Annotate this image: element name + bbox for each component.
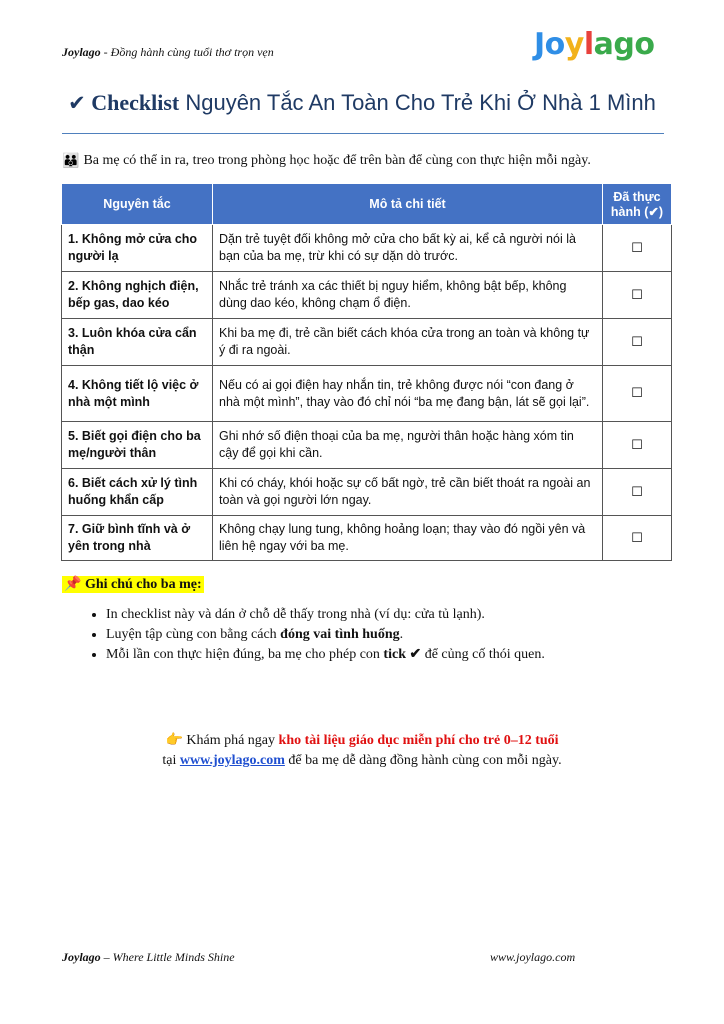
checkbox[interactable]: ☐ — [603, 422, 672, 469]
promo-line2-post: để ba mẹ dễ dàng đồng hành cùng con mỗi ngày. — [284, 753, 562, 768]
family-icon: 👪 — [62, 153, 80, 169]
checkbox[interactable]: ☐ — [603, 469, 672, 516]
logo-part-4: ago — [593, 26, 655, 62]
table-row — [62, 422, 672, 469]
promo-block — [0, 730, 724, 771]
joylago-logo — [534, 26, 654, 62]
rule-cell: 1. Không mở cửa cho người lạ — [62, 225, 213, 272]
description-cell: Khi có cháy, khói hoặc sự cố bất ngờ, trẻ cần biết thoát ra ngoài an toàn và gọi người lớn ngay. — [213, 469, 603, 516]
header-rule: Nguyên tắc — [62, 184, 213, 225]
description-cell: Ghi nhớ số điện thoại của ba mẹ, người thân hoặc hàng xóm tin cậy để gọi khi cần. — [213, 422, 603, 469]
list-item — [106, 625, 545, 645]
list-item — [106, 605, 545, 625]
title-bold: Checklist — [91, 90, 180, 115]
table-row — [62, 469, 672, 516]
title-rest: Nguyên Tắc An Toàn Cho Trẻ Khi Ở Nhà 1 Mình — [179, 90, 656, 115]
header-tagline — [62, 45, 274, 60]
table-row — [62, 225, 672, 272]
checkbox[interactable]: ☐ — [603, 319, 672, 366]
logo-part-2: y — [564, 26, 584, 62]
notes-heading-text: Ghi chú cho ba mẹ: — [84, 577, 202, 592]
footer-url[interactable]: www.joylago.com — [490, 950, 576, 964]
footer-brand: Joylago — [62, 950, 101, 964]
rule-cell: 4. Không tiết lộ việc ở nhà một mình — [62, 366, 213, 422]
page-title — [0, 90, 724, 116]
table-header-row — [62, 184, 672, 225]
description-cell: Nếu có ai gọi điện hay nhắn tin, trẻ không được nói “con đang ở nhà một mình”, thay vào đó chỉ nói “ba mẹ đang bận, lát sẽ gọi lại”. — [213, 366, 603, 422]
header-brand: Joylago — [62, 45, 101, 59]
promo-pre: Khám phá ngay — [182, 733, 279, 748]
rule-cell: 2. Không nghịch điện, bếp gas, dao kéo — [62, 272, 213, 319]
website-link[interactable]: www.joylago.com — [179, 753, 285, 768]
promo-line-2 — [0, 751, 724, 771]
note-1-text: In checklist này và dán ở chỗ dễ thấy trong nhà (ví dụ: cửa tủ lạnh). — [106, 607, 485, 622]
checkbox[interactable]: ☐ — [603, 225, 672, 272]
rule-cell: 7. Giữ bình tĩnh và ở yên trong nhà — [62, 516, 213, 561]
checkbox[interactable]: ☐ — [603, 366, 672, 422]
checkbox[interactable]: ☐ — [603, 272, 672, 319]
rule-cell: 3. Luôn khóa cửa cẩn thận — [62, 319, 213, 366]
pointing-hand-icon: 👉 — [165, 732, 183, 748]
description-cell: Không chạy lung tung, không hoảng loạn; thay vào đó ngồi yên và liên hệ ngay với ba mẹ. — [213, 516, 603, 561]
description-cell: Nhắc trẻ tránh xa các thiết bị nguy hiểm, không bật bếp, không dùng dao kéo, không chạm ổ điện. — [213, 272, 603, 319]
notes-heading — [62, 576, 204, 593]
logo-part-1: Jo — [534, 26, 565, 62]
promo-line-1 — [0, 730, 724, 751]
table-row — [62, 516, 672, 561]
note-2-post: . — [399, 627, 404, 642]
checkmark-icon: ✔ — [68, 91, 86, 115]
header-tagline-text: - Đồng hành cùng tuổi thơ trọn vẹn — [100, 45, 274, 59]
footer-slogan — [62, 950, 235, 965]
checkbox[interactable]: ☐ — [603, 516, 672, 561]
note-3-post: để củng cố thói quen. — [421, 647, 545, 662]
note-3-bold: tick ✔ — [383, 647, 422, 662]
table-row — [62, 366, 672, 422]
intro-line — [62, 153, 591, 169]
title-divider — [62, 133, 664, 134]
table-row — [62, 272, 672, 319]
pushpin-icon: 📌 — [64, 576, 82, 592]
list-item — [106, 645, 545, 665]
rule-cell: 5. Biết gọi điện cho ba mẹ/người thân — [62, 422, 213, 469]
note-2-bold: đóng vai tình huống — [280, 627, 400, 642]
promo-line2-pre: tại — [162, 753, 180, 768]
table-row — [62, 319, 672, 366]
footer-slogan-text: – Where Little Minds Shine — [100, 950, 235, 964]
notes-list — [62, 605, 545, 665]
note-2-pre: Luyện tập cùng con bằng cách — [106, 627, 281, 642]
header-description: Mô tả chi tiết — [213, 184, 603, 225]
description-cell: Khi ba mẹ đi, trẻ cần biết cách khóa cửa trong an toàn và không tự ý đi ra ngoài. — [213, 319, 603, 366]
checklist-table — [61, 183, 672, 561]
note-3-pre: Mỗi lần con thực hiện đúng, ba mẹ cho phép con — [106, 647, 384, 662]
rule-cell: 6. Biết cách xử lý tình huống khẩn cấp — [62, 469, 213, 516]
logo-part-3: l — [583, 26, 594, 62]
header-done: Đã thực hành (✔) — [603, 184, 672, 225]
promo-highlight: kho tài liệu giáo dục miễn phí cho trẻ 0–12 tuổi — [278, 733, 559, 748]
description-cell: Dặn trẻ tuyệt đối không mở cửa cho bất kỳ ai, kể cả người nói là bạn của ba mẹ, trừ khi có sự dặn dò trước. — [213, 225, 603, 272]
intro-text: Ba mẹ có thể in ra, treo trong phòng học hoặc để trên bàn để cùng con thực hiện mỗi ngày. — [83, 153, 591, 168]
